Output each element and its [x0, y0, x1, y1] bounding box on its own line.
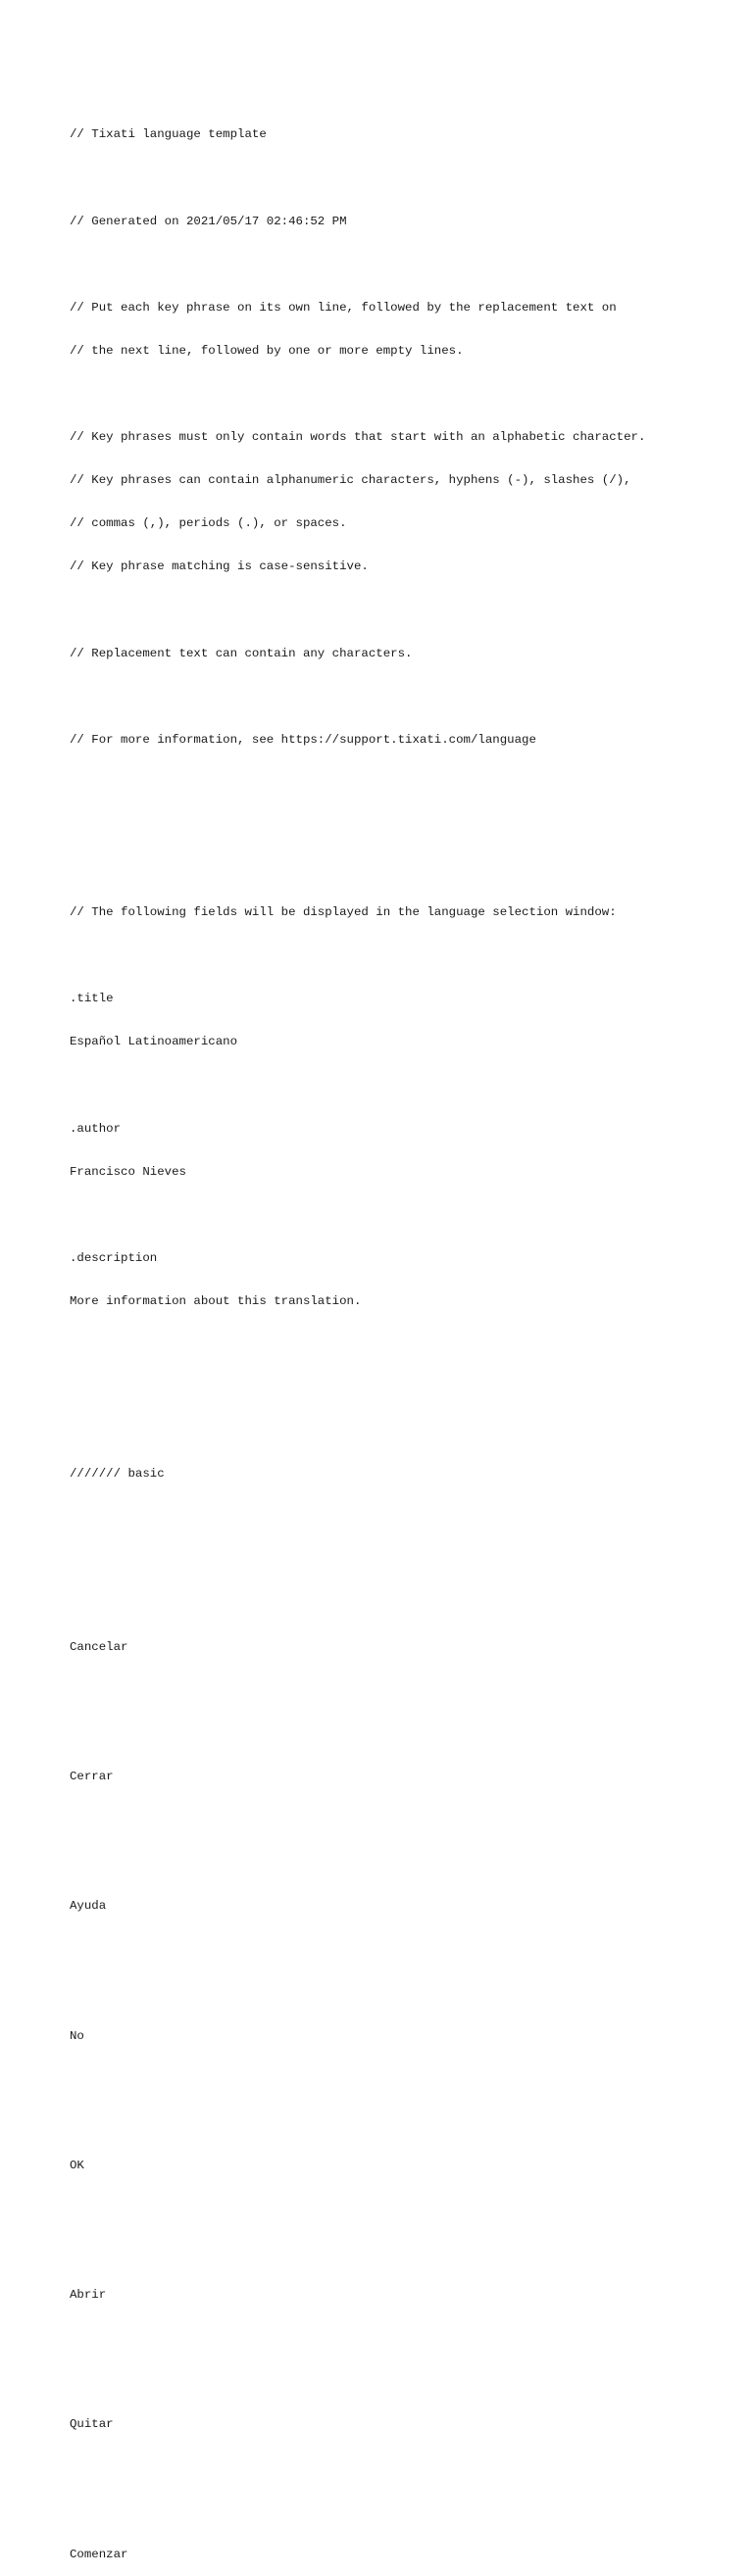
- document-page: [70, 99, 733, 2576]
- translation-no: No: [70, 2028, 84, 2043]
- blank-line: [70, 2115, 733, 2130]
- blank-line: [70, 1985, 733, 2000]
- blank-line: [70, 1597, 733, 1612]
- text-line: // Replacement text can contain any characters.: [70, 646, 413, 660]
- translation-cerrar: Cerrar: [70, 1769, 114, 1783]
- blank-line: [70, 603, 733, 617]
- translation-cancelar: Cancelar: [70, 1639, 128, 1654]
- blank-line: [70, 1078, 733, 1093]
- translation-abrir: Abrir: [70, 2288, 107, 2303]
- blank-line: [70, 2374, 733, 2389]
- blank-line: [70, 1337, 733, 1352]
- blank-line: [70, 2202, 733, 2216]
- blank-line: [70, 1554, 733, 1569]
- blank-line: [70, 776, 733, 791]
- section-header-basic: /////// basic: [70, 1467, 165, 1482]
- blank-line: [70, 1813, 733, 1827]
- blank-line: [70, 1510, 733, 1525]
- blank-line: [70, 819, 733, 834]
- blank-line: [70, 2245, 733, 2260]
- text-line: // Key phrase matching is case-sensitive.: [70, 559, 369, 574]
- blank-line: [70, 2460, 733, 2475]
- blank-line: [70, 2331, 733, 2346]
- text-line: // Key phrases can contain alphanumeric characters, hyphens (-), slashes (/),: [70, 473, 631, 488]
- text-line: // the next line, followed by one or more empty lines.: [70, 343, 464, 358]
- translation-ayuda: Ayuda: [70, 1899, 107, 1914]
- text-line: // Key phrases must only contain words that start with an alphabetic character.: [70, 430, 646, 445]
- blank-line: [70, 1381, 733, 1395]
- text-line: // Generated on 2021/05/17 02:46:52 PM: [70, 214, 347, 228]
- replacement-description: More information about this translation.: [70, 1293, 362, 1308]
- blank-line: [70, 1683, 733, 1698]
- text-line: // The following fields will be displayed in the language selection window:: [70, 905, 617, 920]
- blank-line: [70, 171, 733, 186]
- blank-line: [70, 1856, 733, 1871]
- blank-line: [70, 1942, 733, 1957]
- translation-quitar: Quitar: [70, 2417, 114, 2432]
- blank-line: [70, 1424, 733, 1438]
- text-line: // Tixati language template: [70, 127, 267, 142]
- text-line: // commas (,), periods (.), or spaces.: [70, 516, 347, 531]
- translation-comenzar: Comenzar: [70, 2547, 128, 2561]
- replacement-title: Español Latinoamericano: [70, 1035, 238, 1049]
- key-phrase-author: .author: [70, 1121, 122, 1136]
- translation-ok: OK: [70, 2158, 84, 2172]
- text-line: // Put each key phrase on its own line, followed by the replacement text on: [70, 300, 617, 315]
- text-line: // For more information, see https://support.tixati.com/language: [70, 732, 536, 747]
- blank-line: [70, 2504, 733, 2519]
- blank-line: [70, 1726, 733, 1741]
- blank-line: [70, 387, 733, 402]
- blank-line: [70, 948, 733, 963]
- key-phrase-description: .description: [70, 1250, 158, 1265]
- blank-line: [70, 1208, 733, 1223]
- replacement-author: Francisco Nieves: [70, 1164, 186, 1179]
- blank-line: [70, 690, 733, 705]
- blank-line: [70, 258, 733, 272]
- key-phrase-title: .title: [70, 992, 114, 1006]
- blank-line: [70, 2072, 733, 2087]
- blank-line: [70, 862, 733, 877]
